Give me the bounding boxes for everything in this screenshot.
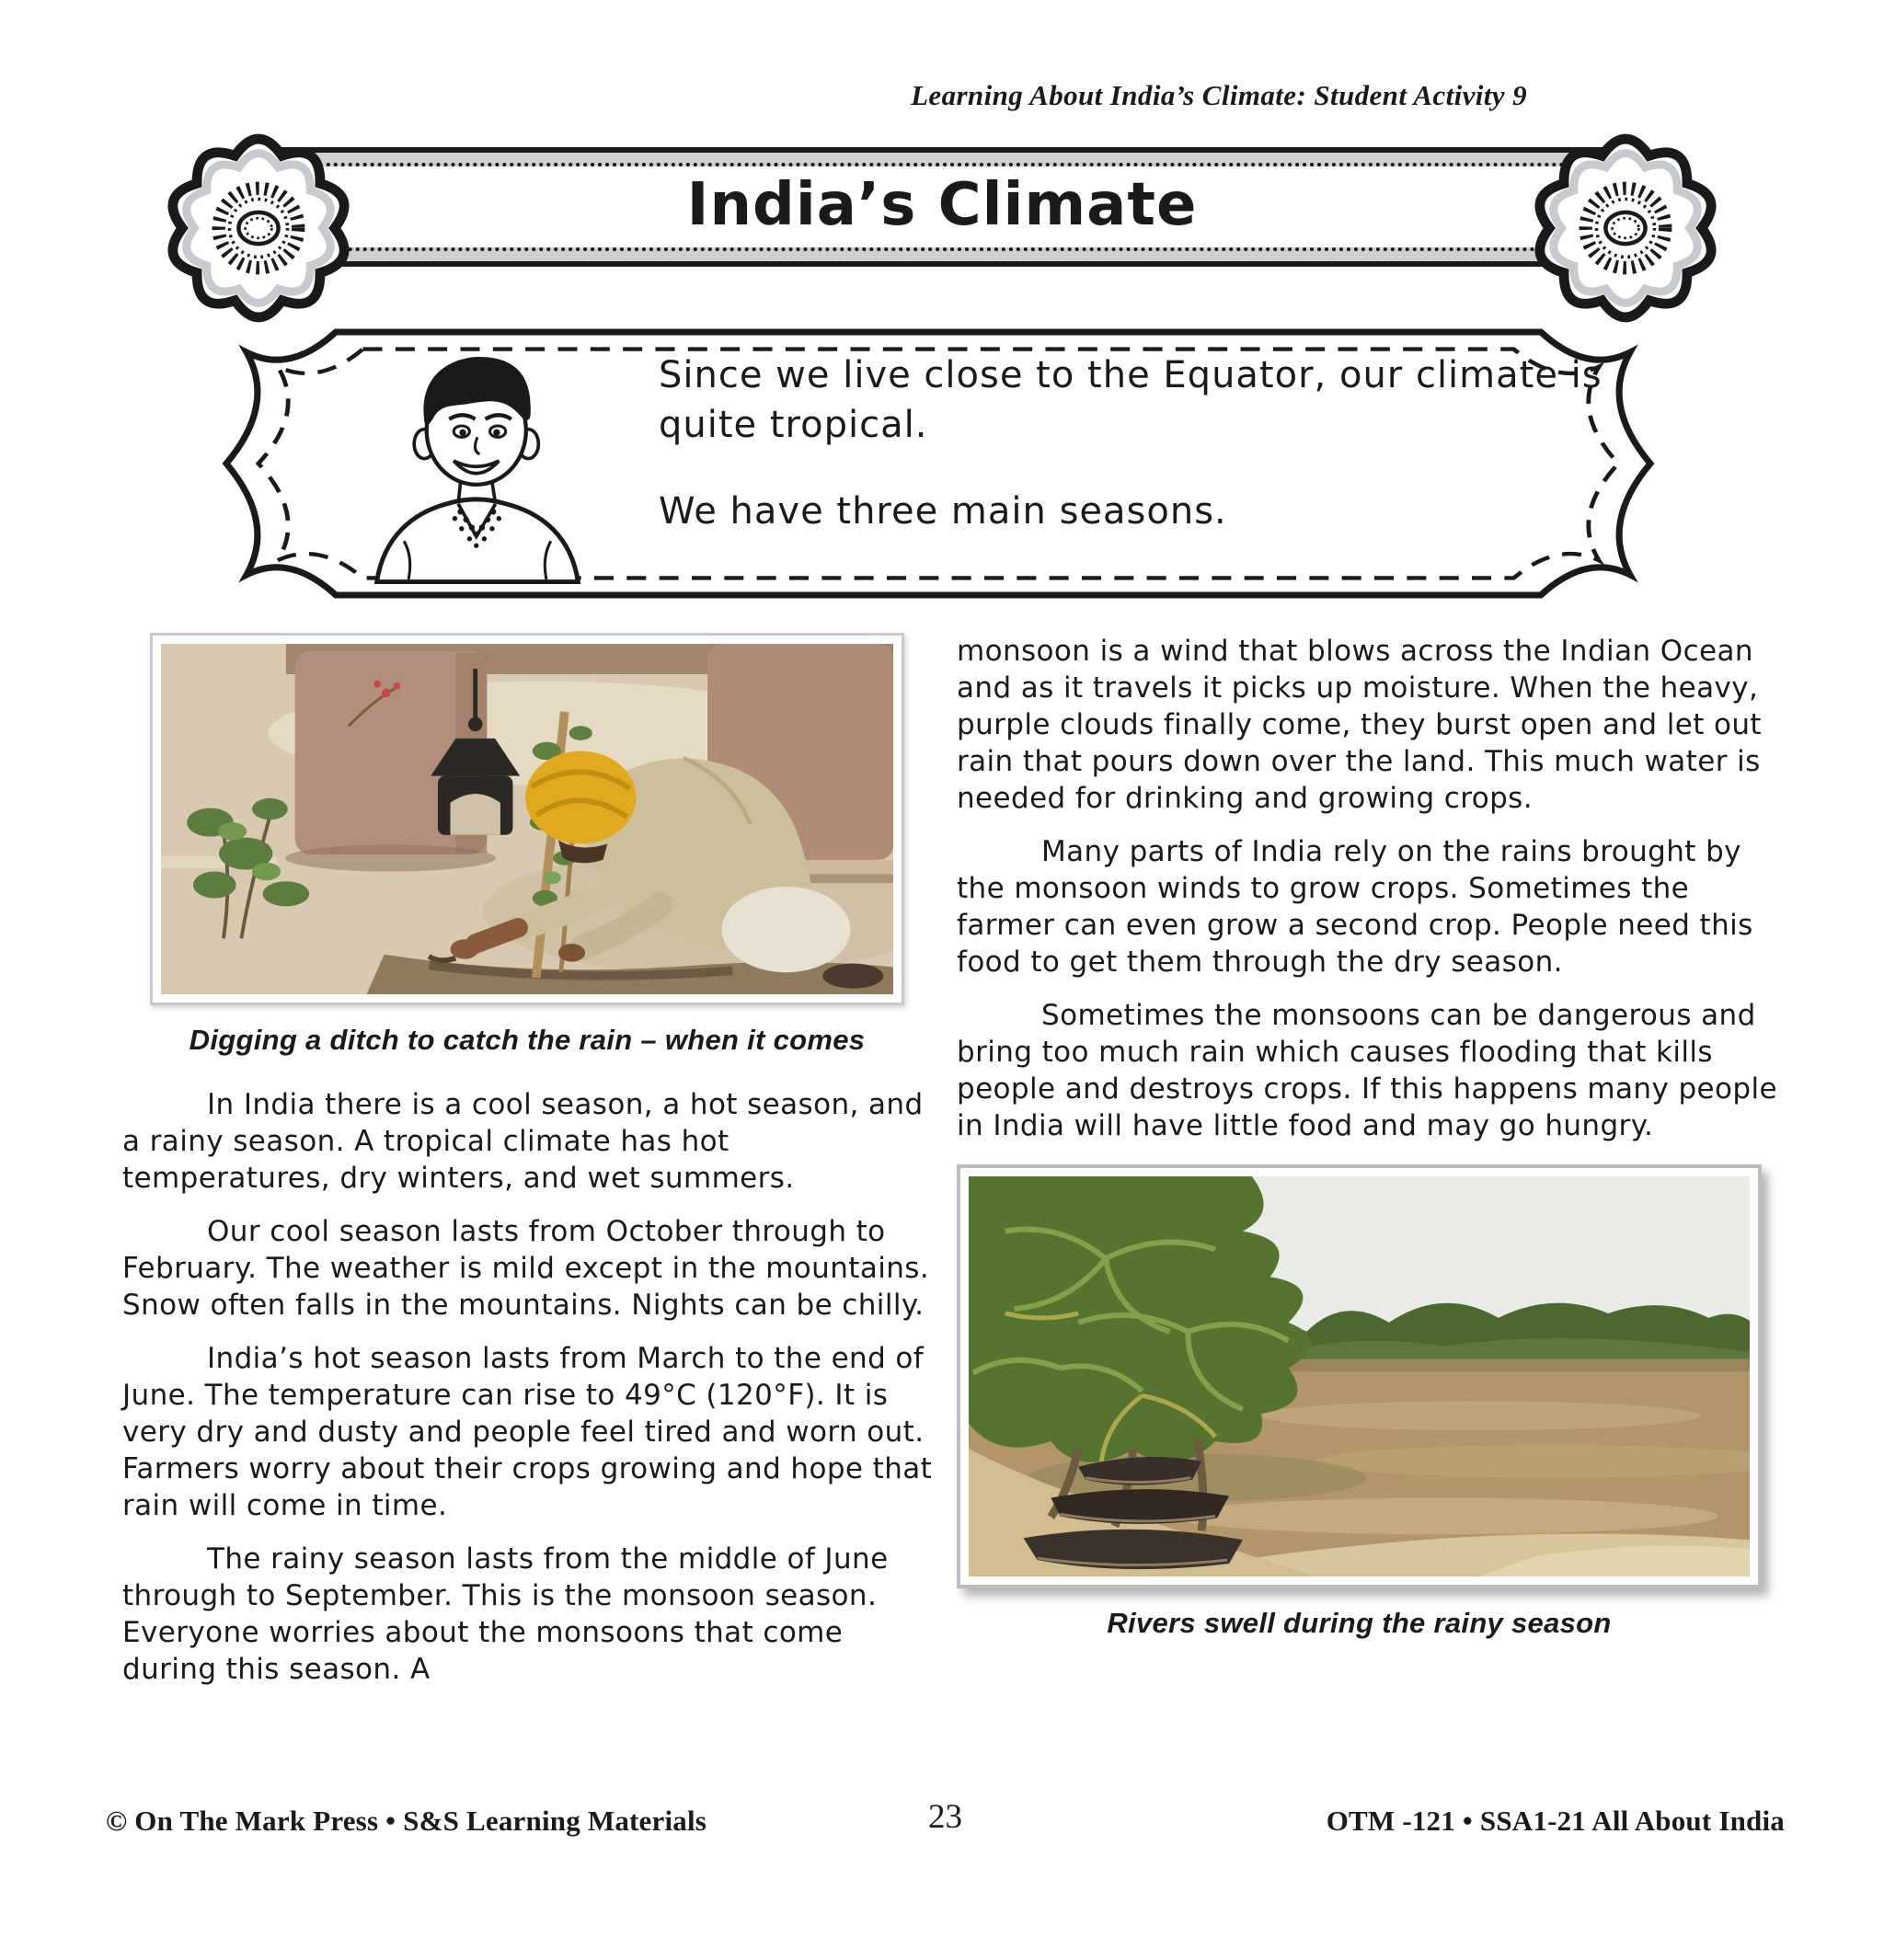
footer — [106, 1798, 1785, 1838]
left-column — [122, 633, 941, 1704]
paragraph-monsoon-wind: monsoon is a wind that blows across the Indian Ocean and as it travels it picks up moisture. When the heavy, purple clouds finally come, they burst open and let out rain that pours down over the land. This much water is needed for drinking and growing crops. — [957, 635, 1762, 815]
footer-product-code: OTM -121 • SSA1-21 All About India — [1326, 1805, 1785, 1837]
right-column — [957, 633, 1792, 1640]
lotus-medallion-right-icon — [1510, 112, 1741, 344]
lotus-medallion-left-icon — [143, 112, 374, 344]
farmer-photo-caption: Digging a ditch to catch the rain – when it comes — [189, 1024, 866, 1057]
right-column-text — [957, 633, 1792, 1144]
paragraph-monsoon-danger: Sometimes the monsoons can be dangerous and bring too much rain which causes flooding that kills people and destroys crops. If this happens many people in India will have little food and may go hungry. — [957, 999, 1777, 1142]
paragraph-cool-season: Our cool season lasts from October through to February. The weather is mild except in the mountains. Snow often falls in the mountains. Nights can be chilly. — [122, 1215, 930, 1323]
paragraph-hot-season: India’s hot season lasts from March to the end of June. The temperature can rise to 49°C (120°F). It is very dry and dusty and people feel tired and worn out. Farmers worry about their crops growing and hope that rain will come in time. — [122, 1342, 933, 1523]
header-course-note: Learning About India’s Climate: Student Activity 9 — [911, 79, 1527, 111]
title-area — [260, 166, 1624, 247]
photo-frame-river — [957, 1164, 1762, 1588]
page-title: India’s Climate — [686, 171, 1198, 239]
title-band — [106, 109, 1778, 350]
page-number: 23 — [928, 1798, 962, 1836]
banner-stripe-bottom — [260, 247, 1624, 261]
footer-copyright: © On The Mark Press • S&S Learning Materials — [106, 1805, 707, 1837]
paragraph-seasons-intro: In India there is a cool season, a hot season, and a rainy season. A tropical climate has hot temperatures, dry winters, and wet summers. — [122, 1088, 924, 1196]
speech-text — [659, 350, 1661, 573]
speech-line-1: Since we live close to the Equator, our climate is quite tropical. — [659, 354, 1603, 446]
speech-box — [138, 317, 1739, 610]
indian-boy-illustration — [357, 347, 598, 584]
photo-frame-farmer — [150, 633, 904, 1005]
swollen-river-photo — [969, 1176, 1750, 1576]
paragraph-rainy-season: The rainy season lasts from the middle of June through to September. This is the monsoon season. Everyone worries about the monsoons that come during this season. A — [122, 1542, 889, 1687]
man-digging-ditch-photo — [161, 644, 893, 994]
title-banner — [260, 147, 1624, 267]
speech-line-2: We have three main seasons. — [659, 490, 1227, 533]
left-column-text — [122, 1086, 941, 1688]
river-photo-caption: Rivers swell during the rainy season — [1107, 1606, 1612, 1639]
paragraph-rely-on-rains: Many parts of India rely on the rains brought by the monsoon winds to grow crops. Sometimes the farmer can even grow a second crop. People need this food to get them through the dry season. — [957, 835, 1753, 979]
banner-stripe-top — [260, 153, 1624, 166]
